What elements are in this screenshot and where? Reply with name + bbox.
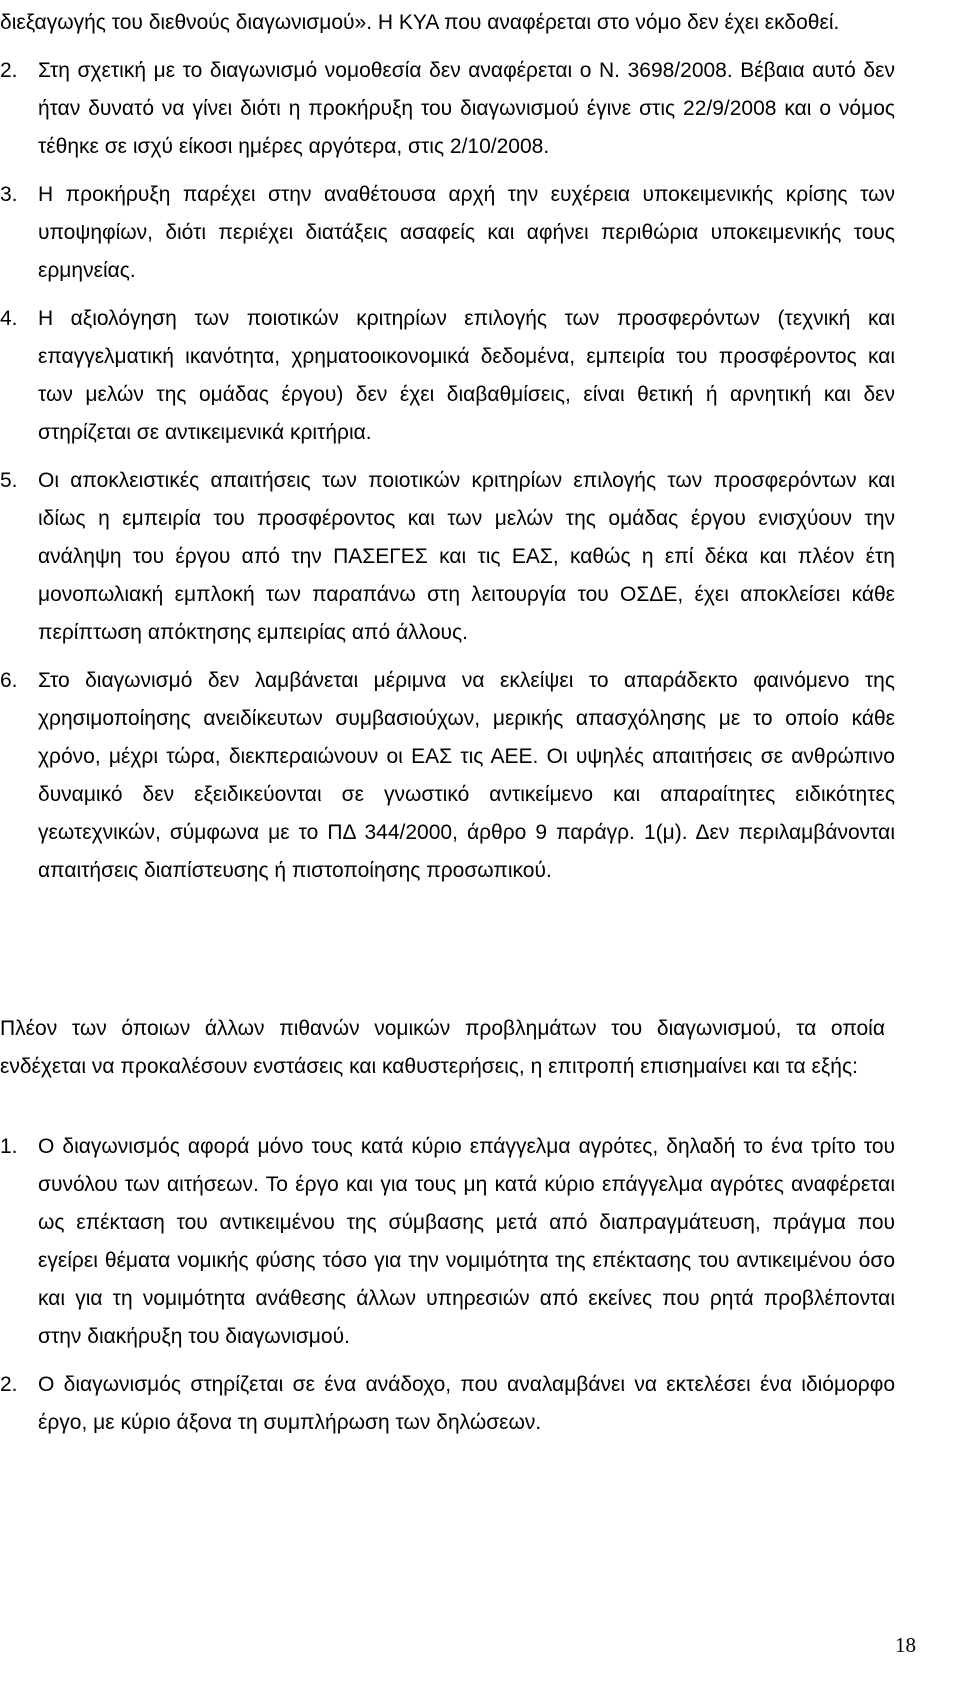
list-item-text: διεξαγωγής του διεθνούς διαγωνισμού». Η ΚΥΑ που αναφέρεται στο νόμο δεν έχει εκδοθεί. xyxy=(0,11,840,34)
intro-paragraph: Πλέον των όποιων άλλων πιθανών νομικών προβλημάτων του διαγωνισμού, τα οποία ενδέχεται να προκαλέσουν ενστάσεις και καθυστερήσεις, η επιτροπή επισημαίνει και τα εξής: xyxy=(0,1017,885,1078)
list-item-text: Ο διαγωνισμός αφορά μόνο τους κατά κύριο επάγγελμα αγρότες, δηλαδή το ένα τρίτο του συνόλου των αιτήσεων. Το έργο και για τους μη κατά κύριο επάγγελμα αγρότες αναφέρεται ως επέκταση του αντικειμένου της σύμβασης μετά από διαπραγμάτευση, πράγμα που εγείρει θέματα νομικής φύσης τόσο για την νομιμότητα της επέκτασης του αντικειμένου όσο και για τη νομιμότητα ανάθεσης άλλων υπηρεσιών από εκείνες που ρητά προβλέπονται στην διακήρυξη του διαγωνισμού. xyxy=(38,1135,895,1348)
list-item-number: 3. xyxy=(0,183,18,206)
page-number: 18 xyxy=(895,1633,916,1657)
list-item xyxy=(0,662,895,890)
list-item xyxy=(0,462,895,652)
list-item-number: 4. xyxy=(0,307,18,330)
list-item-text: Οι αποκλειστικές απαιτήσεις των ποιοτικών κριτηρίων επιλογής των προσφερόντων και ιδίως η εμπειρία του προσφέροντος και των μελών της ομάδας έργου ενισχύουν την ανάληψη του έργου από την ΠΑΣΕΓΕΣ και τις ΕΑΣ, καθώς η επί δέκα και πλέον έτη μονοπωλιακή εμπλοκή των παραπάνω στη λειτουργία του ΟΣΔΕ, έχει αποκλείσει κάθε περίπτωση απόκτησης εμπειρίας από άλλους. xyxy=(38,469,895,644)
list-item xyxy=(0,300,895,452)
list-item-text: Η προκήρυξη παρέχει στην αναθέτουσα αρχή την ευχέρεια υποκειμενικής κρίσης των υποψηφίων, διότι περιέχει διατάξεις ασαφείς και αφήνει περιθώρια υποκειμενικής τους ερμηνείας. xyxy=(38,183,895,282)
list-item-number: 1. xyxy=(0,1135,18,1158)
list-item xyxy=(0,176,895,290)
numbered-list-top xyxy=(0,4,895,890)
list-item xyxy=(0,52,895,166)
list-item-text: Στο διαγωνισμό δεν λαμβάνεται μέριμνα να εκλείψει το απαράδεκτο φαινόμενο της χρησιμοποίησης ανειδίκευτων συμβασιούχων, μερικής απασχόλησης με το οποίο κάθε χρόνο, μέχρι τώρα, διεκπεραιώνουν οι ΕΑΣ τις ΑΕΕ. Οι υψηλές απαιτήσεις σε ανθρώπινο δυναμικό δεν εξειδικεύονται σε γνωστικό αντικείμενο και απαραίτητες ειδικότητες γεωτεχνικών, σύμφωνα με το ΠΔ 344/2000, άρθρο 9 παράγρ. 1(μ). Δεν περιλαμβάνονται απαιτήσεις διαπίστευσης ή πιστοποίησης προσωπικού. xyxy=(38,669,895,882)
list-item xyxy=(0,1128,895,1356)
list-item-number: 2. xyxy=(0,59,18,82)
list-item-text: Η αξιολόγηση των ποιοτικών κριτηρίων επιλογής των προσφερόντων (τεχνική και επαγγελματική ικανότητα, χρηματοοικονομικά δεδομένα, εμπειρία του προσφέροντος και των μελών της ομάδας έργου) δεν έχει διαβαθμίσεις, είναι θετική ή αρνητική και δεν στηρίζεται σε αντικειμενικά κριτήρια. xyxy=(38,307,895,444)
list-item-text: Ο διαγωνισμός στηρίζεται σε ένα ανάδοχο, που αναλαμβάνει να εκτελέσει ένα ιδιόμορφο έργο, με κύριο άξονα τη συμπλήρωση των δηλώσεων. xyxy=(38,1373,895,1434)
list-item-number: 5. xyxy=(0,469,18,492)
list-item-continuation xyxy=(0,4,895,42)
list-item-number: 6. xyxy=(0,669,18,692)
list-item-text: Στη σχετική με το διαγωνισμό νομοθεσία δεν αναφέρεται ο Ν. 3698/2008. Βέβαια αυτό δεν ήταν δυνατό να γίνει διότι η προκήρυξη του διαγωνισμού έγινε στις 22/9/2008 και ο νόμος τέθηκε σε ισχύ είκοσι ημέρες αργότερα, στις 2/10/2008. xyxy=(38,59,895,158)
list-item xyxy=(0,1366,895,1442)
list-item-number: 2. xyxy=(0,1373,18,1396)
numbered-list-bottom xyxy=(0,1128,895,1442)
